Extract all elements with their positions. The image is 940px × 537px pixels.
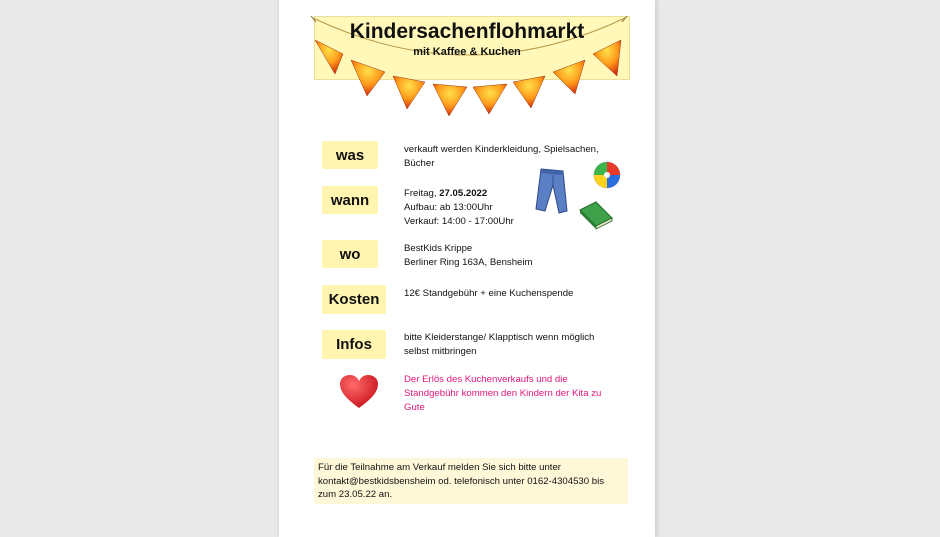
label-wann: wann [322,186,378,214]
heart-icon [339,374,379,410]
registration-note [314,458,628,504]
infos-line-2: selbst mitbringen [404,346,477,357]
proceeds-text [404,373,601,415]
beach-ball-icon [592,160,622,190]
footer-line-1: Für die Teilnahme am Verkauf melden Sie sich bitte unter [318,462,561,473]
flyer-subtitle: mit Kaffee & Kuchen [413,46,521,58]
label-wo: wo [322,240,378,268]
footer-line-3: zum 23.05.22 an. [318,489,393,500]
was-line-1: verkauft werden Kinderkleidung, Spielsachen, [404,144,599,155]
proceeds-line-1: Der Erlös des Kuchenverkaufs und die [404,374,568,385]
kosten-text [404,287,573,301]
kosten-line-1: 12€ Standgebühr + eine Kuchenspende [404,288,574,299]
label-infos: Infos [322,330,386,359]
wann-line-1 [404,187,514,201]
infos-text [404,331,594,359]
wann-line-2: Aufbau: ab 13:00Uhr [404,202,493,213]
book-icon [578,198,614,230]
wann-date: 27.05.2022 [439,188,488,199]
wann-line-3: Verkauf: 14:00 - 17:00Uhr [404,216,514,227]
wo-line-2: Berliner Ring 163A, Bensheim [404,257,533,268]
proceeds-line-2: Standgebühr kommen den Kindern der Kita zu [404,388,602,399]
wo-text [404,242,533,270]
was-line-2: Bücher [404,158,435,169]
wann-day: Freitag, [404,188,440,199]
infos-line-1: bitte Kleiderstange/ Klapptisch wenn möglich [404,332,595,343]
wo-line-1: BestKids Krippe [404,243,473,254]
wann-text [404,187,514,229]
was-text [404,143,599,171]
flyer-page [279,0,655,537]
label-was: was [322,141,378,169]
footer-line-2: kontakt@bestkidsbensheim od. telefonisch unter 0162-4304530 bis [318,475,605,487]
label-kosten: Kosten [322,285,386,314]
proceeds-line-3: Gute [404,402,425,413]
jeans-icon [533,167,569,215]
flyer-title: Kindersachenflohmarkt [349,20,585,43]
